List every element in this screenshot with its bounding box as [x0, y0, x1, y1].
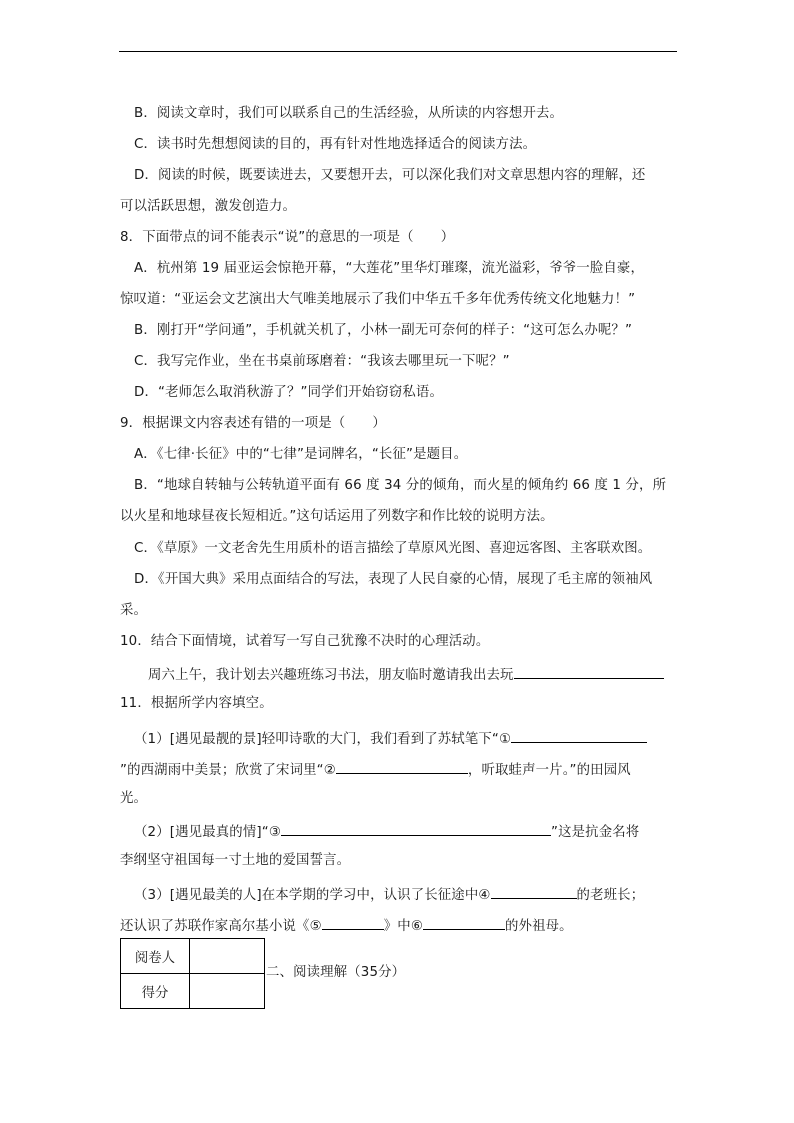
- q8-option-b: B．刚打开“学问通”，手机就关机了，小林一副无可奈何的样子：“这可怎么办呢？”: [134, 323, 633, 338]
- q10-answer-blank[interactable]: [514, 664, 664, 679]
- reviewer-label: 阅卷人: [121, 939, 190, 974]
- option-b-reading: B．阅读文章时，我们可以联系自己的生活经验，从所读的内容想开去。: [134, 106, 564, 121]
- blank-3[interactable]: [281, 821, 551, 836]
- option-d-reading-cont: 可以活跃思想，激发创造力。: [120, 199, 297, 214]
- q11-part-1-cont: ”的西湖雨中美景；欣赏了宋词里“② ，听取蛙声一片。”的田园风: [120, 759, 631, 780]
- q9-option-d: D．《开国大典》采用点面结合的写法，表现了人民自豪的心情，展现了毛主席的领袖风: [134, 572, 653, 587]
- q9-option-b-cont: 以火星和地球昼夜长短相近。”这句话运用了列数字和作比较的说明方法。: [120, 509, 554, 524]
- q8-option-a-cont: 惊叹道：“亚运会文艺演出大气唯美地展示了我们中华五千多年优秀传统文化地魅力！”: [120, 292, 636, 307]
- q9-option-c: C．《草原》一文老舍先生用质朴的语言描绘了草原风光图、喜迎远客图、主客联欢图。: [134, 541, 652, 556]
- blank-4[interactable]: [491, 884, 577, 899]
- option-c-reading: C．读书时先想想阅读的目的，再有针对性地选择适合的阅读方法。: [134, 137, 537, 152]
- q11-part-1: （1）[遇见最靓的景]轻叩诗歌的大门，我们看到了苏轼笔下“①: [134, 728, 647, 749]
- q10-scenario: 周六上午，我计划去兴趣班练习书法，朋友临时邀请我出去玩: [148, 664, 664, 685]
- question-11: 11．根据所学内容填空。: [120, 696, 273, 711]
- q11-part-3-cont: 还认识了苏联作家高尔基小说《⑤ 》中⑥ 的外祖母。: [120, 915, 573, 936]
- q11-part-3: （3）[遇见最美的人]在本学期的学习中，认识了长征途中④ 的老班长；: [134, 884, 644, 905]
- question-10: 10．结合下面情境，试着写一写自己犹豫不决时的心理活动。: [120, 634, 490, 649]
- q8-option-a: A．杭州第 19 届亚运会惊艳开幕，“大莲花”里华灯璀璨，流光溢彩，爷爷一脸自豪，: [134, 261, 645, 276]
- blank-6[interactable]: [423, 915, 505, 930]
- q8-option-c: C．我写完作业，坐在书桌前琢磨着：“我该去哪里玩一下呢？”: [134, 354, 510, 369]
- q9-option-b: B．“地球自转轴与公转轨道平面有 66 度 34 分的倾角，而火星的倾角约 66 度 1 分，所: [134, 478, 667, 493]
- q8-option-d: D．“老师怎么取消秋游了？”同学们开始窃窃私语。: [134, 385, 443, 400]
- blank-2[interactable]: [336, 759, 468, 774]
- blank-5[interactable]: [322, 915, 384, 930]
- question-8: 8．下面带点的词不能表示“说”的意思的一项是（ ）: [120, 230, 455, 245]
- option-d-reading: D．阅读的时候，既要读进去，又要想开去，可以深化我们对文章思想内容的理解，还: [134, 168, 646, 183]
- q11-part-1-end: 光。: [120, 791, 148, 806]
- q9-option-a: A．《七律·长征》中的“七律”是词牌名，“长征”是题目。: [134, 447, 468, 462]
- q9-option-d-cont: 采。: [120, 603, 148, 618]
- score-label: 得分: [121, 974, 190, 1009]
- reviewer-cell[interactable]: [190, 939, 265, 974]
- q11-part-2: （2）[遇见最真的情]“③ ”这是抗金名将: [134, 821, 639, 842]
- section-title: 二、阅读理解（35分）: [266, 965, 406, 980]
- score-table: [120, 938, 265, 1009]
- header-rule: [119, 51, 677, 52]
- q11-part-2-cont: 李纲坚守祖国每一寸土地的爱国誓言。: [120, 853, 351, 868]
- blank-1[interactable]: [511, 728, 647, 743]
- question-9: 9．根据课文内容表述有错的一项是（ ）: [120, 416, 386, 431]
- score-cell[interactable]: [190, 974, 265, 1009]
